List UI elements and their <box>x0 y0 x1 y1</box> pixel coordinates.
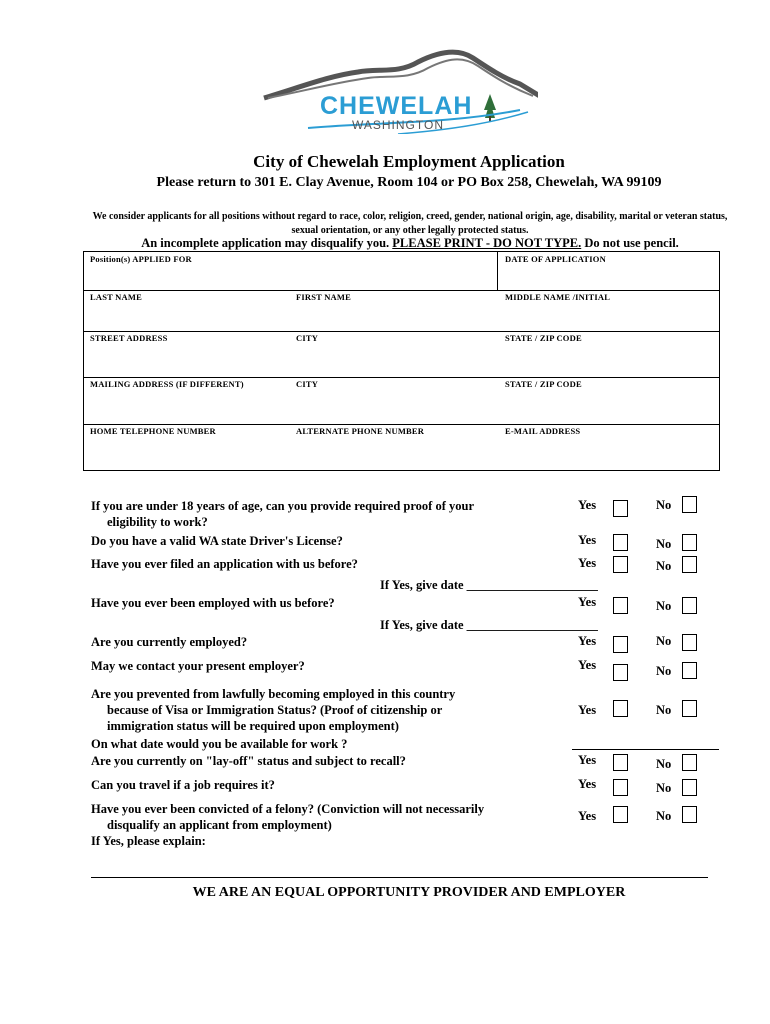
yes-label: Yes <box>578 498 597 512</box>
q1-yes-checkbox[interactable] <box>613 500 628 517</box>
divider <box>84 424 719 425</box>
city-field[interactable]: CITY <box>296 333 319 343</box>
yes-label: Yes <box>578 753 597 767</box>
q10-no-checkbox[interactable] <box>682 779 697 796</box>
first-name-field[interactable]: FIRST NAME <box>296 292 351 302</box>
q5-yes-checkbox[interactable] <box>613 636 628 653</box>
q4-no-checkbox[interactable] <box>682 597 697 614</box>
warning-tail: Do not use pencil. <box>581 236 679 250</box>
no-label: No <box>656 703 672 717</box>
q6-no-checkbox[interactable] <box>682 662 697 679</box>
if-yes-date-field-2[interactable]: If Yes, give date _____________________ <box>380 618 598 632</box>
yes-label: Yes <box>578 556 597 570</box>
if-yes-date-field-1[interactable]: If Yes, give date _____________________ <box>380 578 598 592</box>
q2-no-checkbox[interactable] <box>682 534 697 551</box>
state-zip-field[interactable]: STATE / ZIP CODE <box>505 333 582 343</box>
equal-opportunity-footer: WE ARE AN EQUAL OPPORTUNITY PROVIDER AND EMPLOYER <box>192 885 626 900</box>
no-label: No <box>656 599 672 613</box>
q9-no-checkbox[interactable] <box>682 754 697 771</box>
no-label: No <box>656 634 672 648</box>
question-available-date: On what date would you be available for work ? <box>91 737 348 751</box>
question-visa-status: Are you prevented from lawfully becoming employed in this country because of Visa or Immigration Status? (Proof of citizenship or immigration status will be required upon employment) <box>91 687 456 733</box>
explain-line[interactable] <box>91 877 708 878</box>
q3-no-checkbox[interactable] <box>682 556 697 573</box>
page-title: City of Chewelah Employment Application <box>253 152 565 171</box>
position-applied-field[interactable]: Position(s) APPLIED FOR <box>90 254 192 264</box>
q4-yes-checkbox[interactable] <box>613 597 628 614</box>
question-contact-employer: May we contact your present employer? <box>91 659 305 673</box>
yes-label: Yes <box>578 595 597 609</box>
question-employed-before: Have you ever been employed with us before? <box>91 596 335 610</box>
no-label: No <box>656 809 672 823</box>
applicant-info-form <box>83 251 720 471</box>
home-phone-field[interactable]: HOME TELEPHONE NUMBER <box>90 426 216 436</box>
return-address: Please return to 301 E. Clay Avenue, Room 104 or PO Box 258, Chewelah, WA 99109 <box>156 175 662 190</box>
no-label: No <box>656 498 672 512</box>
no-label: No <box>656 559 672 573</box>
warning-underlined: PLEASE PRINT - DO NOT TYPE. <box>392 236 582 250</box>
q2-yes-checkbox[interactable] <box>613 534 628 551</box>
no-label: No <box>656 537 672 551</box>
mailing-state-zip-field[interactable]: STATE / ZIP CODE <box>505 379 582 389</box>
yes-label: Yes <box>578 703 597 717</box>
q3-yes-checkbox[interactable] <box>613 556 628 573</box>
q9-yes-checkbox[interactable] <box>613 754 628 771</box>
q10-yes-checkbox[interactable] <box>613 779 628 796</box>
divider <box>84 290 719 291</box>
question-under-18: If you are under 18 years of age, can you provide required proof of your eligibility to work? <box>91 499 474 529</box>
date-of-application-field[interactable]: DATE OF APPLICATION <box>505 254 606 264</box>
q7-yes-checkbox[interactable] <box>613 700 628 717</box>
chewelah-logo <box>258 48 538 134</box>
last-name-field[interactable]: LAST NAME <box>90 292 142 302</box>
mailing-address-field[interactable]: MAILING ADDRESS (IF DIFFERENT) <box>90 379 244 389</box>
divider <box>84 331 719 332</box>
q7-no-checkbox[interactable] <box>682 700 697 717</box>
question-currently-employed: Are you currently employed? <box>91 635 248 649</box>
street-address-field[interactable]: STREET ADDRESS <box>90 333 168 343</box>
q5-no-checkbox[interactable] <box>682 634 697 651</box>
yes-label: Yes <box>578 777 597 791</box>
print-warning <box>90 236 730 251</box>
yes-label: Yes <box>578 809 597 823</box>
yes-label: Yes <box>578 658 597 672</box>
no-label: No <box>656 757 672 771</box>
no-label: No <box>656 664 672 678</box>
question-filed-before: Have you ever filed an application with us before? <box>91 557 358 571</box>
nondiscrimination-notice: We consider applicants for all positions without regard to race, color, religion, creed, gender, national origin, age, disability, marital or veteran status, sexual orientation, or any other legally protected status. <box>92 211 728 236</box>
divider <box>497 252 498 290</box>
q1-no-checkbox[interactable] <box>682 496 697 513</box>
yes-label: Yes <box>578 634 597 648</box>
yes-label: Yes <box>578 533 597 547</box>
no-label: No <box>656 781 672 795</box>
question-drivers-license: Do you have a valid WA state Driver's License? <box>91 534 343 548</box>
q11-yes-checkbox[interactable] <box>613 806 628 823</box>
email-field[interactable]: E-MAIL ADDRESS <box>505 426 581 436</box>
q6-yes-checkbox[interactable] <box>613 664 628 681</box>
question-travel: Can you travel if a job requires it? <box>91 778 275 792</box>
divider <box>84 377 719 378</box>
available-date-line[interactable] <box>572 749 719 750</box>
question-lay-off: Are you currently on "lay-off" status and subject to recall? <box>91 754 406 768</box>
middle-name-field[interactable]: MIDDLE NAME /INITIAL <box>505 292 611 302</box>
alternate-phone-field[interactable]: ALTERNATE PHONE NUMBER <box>296 426 425 436</box>
mailing-city-field[interactable]: CITY <box>296 379 319 389</box>
logo-subtitle: WASHINGTON <box>352 118 445 132</box>
warning-text: An incomplete application may disqualify you. <box>141 236 393 250</box>
logo-wordmark: CHEWELAH <box>320 92 473 120</box>
q11-no-checkbox[interactable] <box>682 806 697 823</box>
question-felony: Have you ever been convicted of a felony? (Conviction will not necessarily disqualify an applicant from employment) If Yes, please explain: <box>91 802 485 848</box>
